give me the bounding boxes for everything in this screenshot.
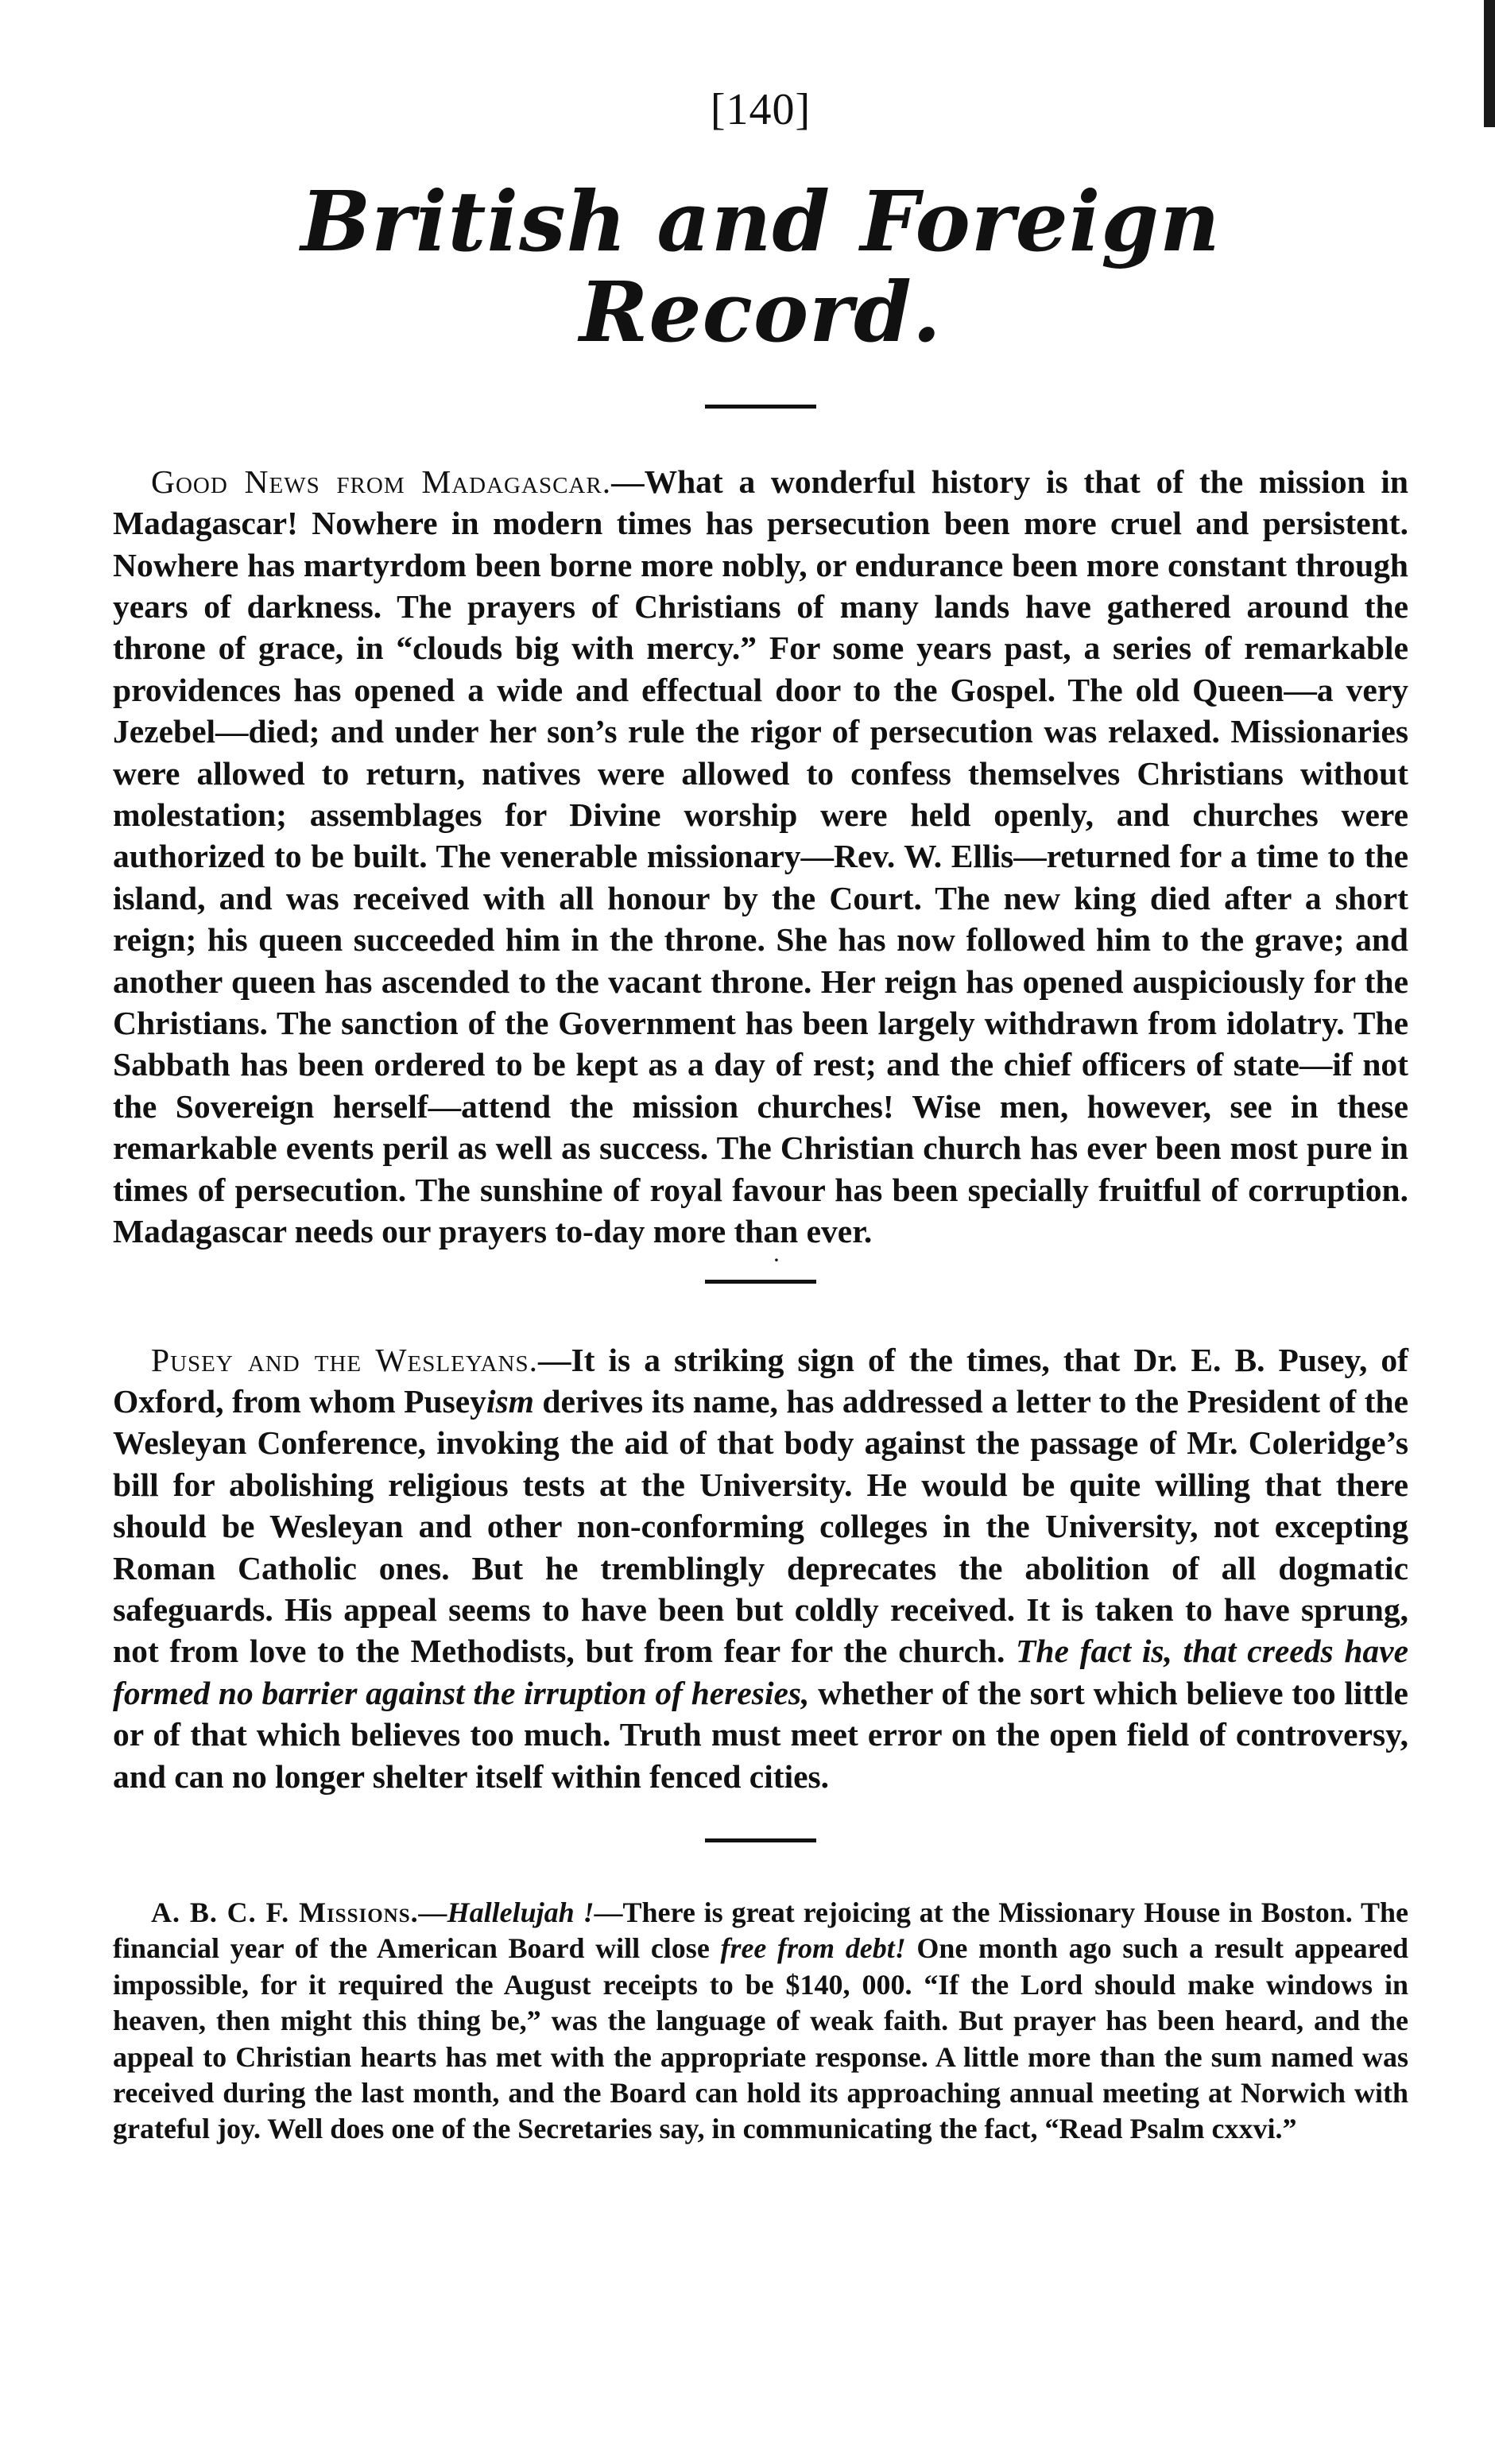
article-body-pusey-part3: whether of the sort which believe too little or of that which believes too much. Truth must meet error on the open field of controversy, and can no longer shelter itself within fenced cities. [113,1674,1408,1795]
page [113,64,1408,2148]
page-number: [140] [710,85,811,134]
article-body-abcf-part1: —There is great rejoicing at the Missionary House in Boston. The financial year of the American Board will close [113,1896,1408,1965]
article-body-pusey-part1: —It is a striking sign of the times, that Dr. E. B. Pusey, of Oxford, from whom Pusey [113,1341,1408,1420]
article-heading-abcf: A. B. C. F. Missions. [151,1896,419,1928]
article-heading-pusey: Pusey and the Wesleyans. [151,1341,538,1378]
article-body-abcf-italic1: —Hallelujah ! [418,1896,595,1928]
separator-dot: · [773,1246,780,1273]
article-abcf-missions [113,1895,1408,2148]
article-madagascar [113,461,1408,1253]
article-heading-madagascar: Good News from Madagascar. [151,463,612,500]
article-body-pusey-emphasis: ism [486,1382,534,1420]
article-body-pusey-italic: The fact is, that creeds have formed no barrier against the irruption of heresies, [113,1633,1408,1711]
article-body-madagascar: —What a wonderful history is that of the mission in Madagascar! Nowhere in modern times has persecution been more cruel and persistent. Nowhere has martyrdom been borne more nobly, or endurance been more constant through years of darkness. The prayers of Christians of many lands have gathered around the throne of grace, in “clouds big with mercy.” For some years past, a series of remarkable providences has opened a wide and effectual door to the Gospel. The old Queen—a very Jezebel—died; and under her son’s rule the rigor of persecution was relaxed. Missionaries were allowed to return, natives were allowed to confess themselves Christians without molestation; assemblages for Divine worship were held openly, and churches were authorized to be built. The venerable missionary—Rev. W. Ellis—returned for a time to the island, and was received with all honour by the Court. The new king died after a short reign; his queen succeeded him in the throne. She has now followed him to the grave; and another queen has ascended to the vacant throne. Her reign has opened auspiciously for the Christians. The sanction of the Government has been largely withdrawn from idolatry. The Sabbath has been ordered to be kept as a day of rest; and the chief officers of state—if not the Sovereign herself—attend the mission churches! Wise men, however, see in these remarkable events peril as well as success. The Christian church has ever been most pure in times of persecution. The sunshine of royal favour has been specially fruitful of corruption. Madagascar needs our prayers to-day more than ever. [113,463,1408,1250]
section-rule-2 [705,1838,816,1842]
article-body-abcf-part2: One month ago such a result appeared impossible, for it required the August receipts to be $140, 000. “If the Lord should make windows in heaven, then might this thing be,” was the language of weak faith. But prayer has been heard, and the appeal to Christian hearts has met with the appropriate response. A little more than the sum named was received during the last month, and the Board can hold its approaching annual meeting at Norwich with grateful joy. Well does one of the Secretaries say, in communicating the fact, “Read Psalm cxxvi.” [113,1932,1408,2145]
article-body-abcf-italic2: free from debt! [720,1932,906,1965]
title-rule [705,405,816,409]
article-pusey [113,1339,1408,1797]
scan-edge-mark [1484,0,1495,127]
masthead-title: British and Foreign Record. [300,172,1221,362]
article-body-pusey-part2: derives its name, has addressed a letter to the President of the Wesleyan Conference, invoking the aid of that body against the passage of Mr. Coleridge’s bill for abolishing religious tests at the University. He would be quite willing that there should be Wesleyan and other non-conforming colleges in the University, not excepting Roman Catholic ones. But he tremblingly deprecates the abolition of all dogmatic safeguards. His appeal seems to have been but coldly received. It is taken to have sprung, not from love to the Methodists, but from fear for the church. [113,1382,1408,1670]
section-rule-1 [705,1280,816,1284]
